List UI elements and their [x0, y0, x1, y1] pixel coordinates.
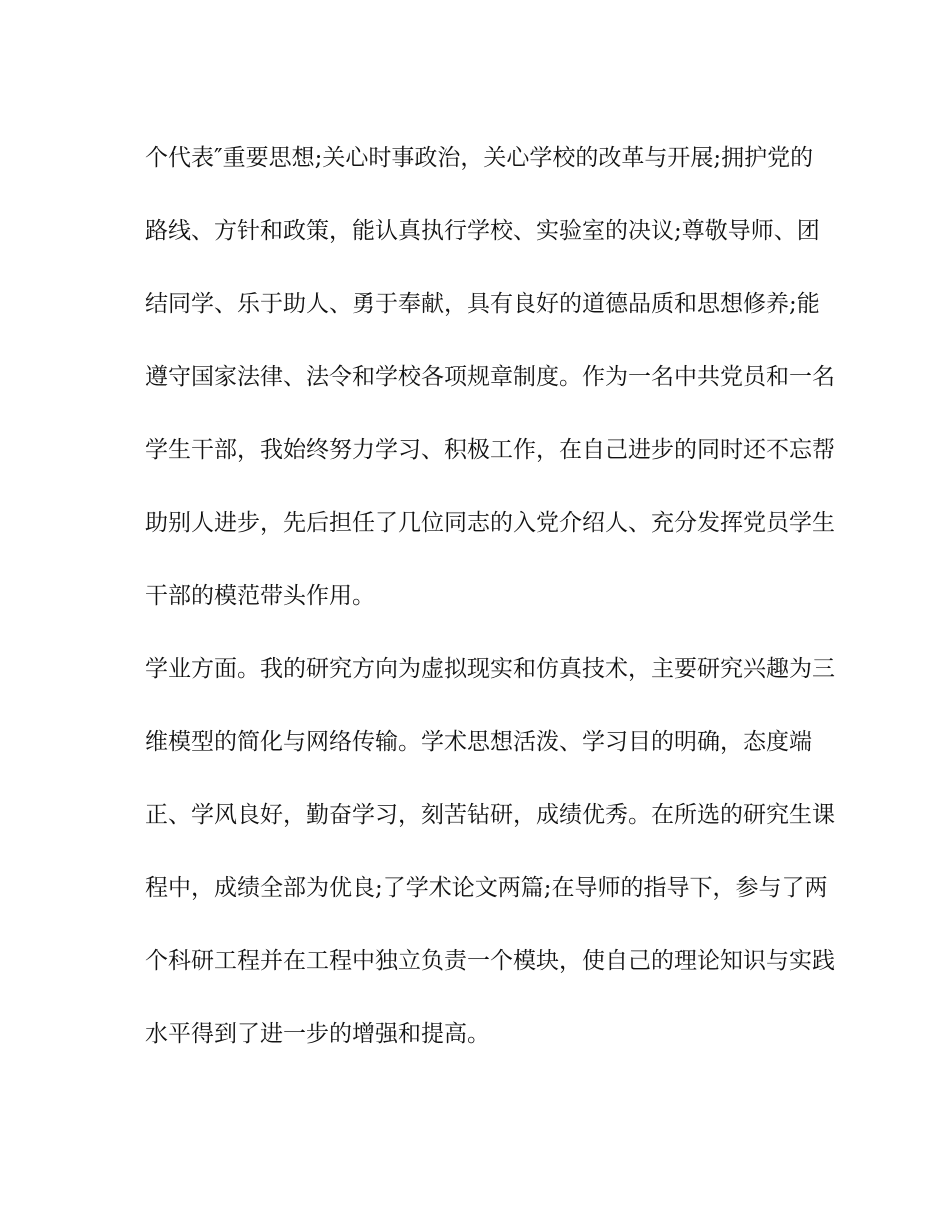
text-line: 个科研工程并在工程中独立负责一个模块，使自己的理论知识与实践	[145, 948, 835, 974]
text-line: 维模型的简化与网络传输。学术思想活泼、学习目的明确，态度端	[145, 729, 812, 755]
text-line: 程中，成绩全部为优良;了学术论文两篇;在导师的指导下，参与了两	[145, 875, 828, 901]
text-line: 学生干部，我始终努力学习、积极工作，在自己进步的同时还不忘帮	[145, 437, 835, 463]
text-line: 遵守国家法律、法令和学校各项规章制度。作为一名中共党员和一名	[145, 364, 835, 390]
text-line: 水平得到了进一步的增强和提高。	[145, 1021, 490, 1047]
text-line: 正、学风良好，勤奋学习，刻苦钻研，成绩优秀。在所选的研究生课	[145, 802, 835, 828]
text-line: 助别人进步，先后担任了几位同志的入党介绍人、充分发挥党员学生	[145, 510, 835, 536]
text-line: 干部的模范带头作用。	[145, 583, 375, 609]
text-line: 个代表″重要思想;关心时事政治，关心学校的改革与开展;拥护党的	[145, 145, 814, 171]
text-line: 学业方面。我的研究方向为虚拟现实和仿真技术，主要研究兴趣为三	[145, 656, 835, 682]
text-line: 结同学、乐于助人、勇于奉献，具有良好的道德品质和思想修养;能	[145, 291, 820, 317]
text-line: 路线、方针和政策，能认真执行学校、实验室的决议;尊敬导师、团	[145, 218, 820, 244]
